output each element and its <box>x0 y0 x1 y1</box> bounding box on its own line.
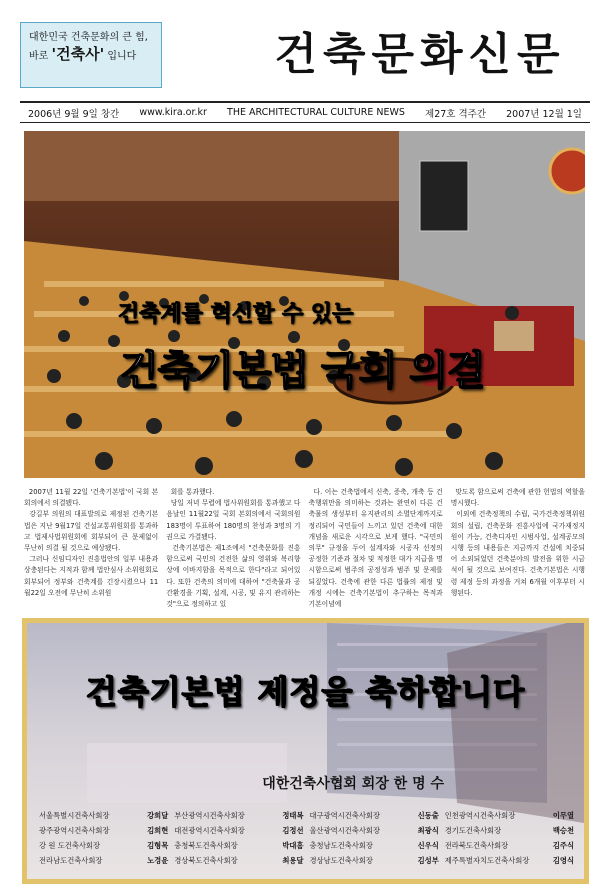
article-paragraph: 회를 통과했다. <box>166 488 215 496</box>
member-name: 강희달 <box>147 811 169 820</box>
article-paragraph: 강길부 의원의 대표발의로 제정된 건축기본법은 지난 9월17일 건설교통위원회를 통과하고 법제사법위원회에 회부되어 큰 문제없이 무난히 의결 될 것으로 예상됐다. <box>24 510 159 553</box>
member-org: 제주특별자치도건축사회장 <box>444 856 530 865</box>
article-paragraph: 건축기본법은 제1조에서 "건축문화를 진흥함으로써 국민의 건전한 삶의 영위와 복리향상에 이바지함을 목적으로 한다"라고 되어있다. 또한 건축의 의미에 대하여 "건축물과 공간환경을 기획, 설계, 시공, 및 유지 관리하는 것"으로 정의하고 있 <box>166 544 301 609</box>
ad-member-entry <box>310 854 439 867</box>
slogan-line1: 대한민국 건축문화의 큰 힘, <box>29 32 148 43</box>
newspaper-masthead: 건축문화신문 <box>274 29 566 80</box>
ad-member-list <box>39 809 574 867</box>
slogan-pre: 바로 <box>29 51 49 62</box>
ad-member-entry <box>39 824 168 837</box>
member-name: 김주식 <box>552 841 574 850</box>
member-org: 경기도건축사회장 <box>444 826 502 835</box>
slogan-box <box>20 22 162 88</box>
member-org: 부산광역시건축사회장 <box>174 811 245 820</box>
member-org: 충청남도건축사회장 <box>309 841 373 850</box>
ad-member-entry <box>445 839 574 852</box>
member-org: 경상북도건축사회장 <box>174 856 238 865</box>
member-name: 김희현 <box>147 826 169 835</box>
founded-date: 2006년 9월 9일 창간 <box>28 108 120 120</box>
ad-member-entry <box>445 854 574 867</box>
english-name: THE ARCHITECTURAL CULTURE NEWS <box>227 107 405 118</box>
member-name: 노경윤 <box>147 856 169 865</box>
article-paragraph: 당일 저녁 무렵에 법사위원회를 통과했고 다음날인 11월22일 국회 본회의에서 국회의원 183명이 투표하여 180명의 찬성과 3명의 기권으로 가결됐다. <box>166 499 301 541</box>
congratulation-ad <box>22 618 589 884</box>
ad-member-entry <box>445 824 574 837</box>
ad-member-entry <box>39 854 168 867</box>
member-name: 최용달 <box>282 856 304 865</box>
member-org: 충청북도건축사회장 <box>174 841 238 850</box>
member-name: 김형목 <box>147 841 169 850</box>
article-paragraph: 맞도록 함으로써 건축에 관한 헌법의 역할을 명시했다. <box>450 488 585 508</box>
member-name: 백승천 <box>552 826 574 835</box>
article-column-3 <box>309 487 443 607</box>
ad-member-entry <box>445 809 574 822</box>
member-name: 김정선 <box>282 826 304 835</box>
member-name: 김영식 <box>552 856 574 865</box>
ad-signature: 대한건축사협회 회장 한 명 수 <box>262 776 444 792</box>
member-name: 신동출 <box>417 811 439 820</box>
article-paragraph: 다. 이는 건축법에서 신축, 증축, 개축 등 건축행위만을 의미하는 것과는 완연히 다른 건축물의 생성부터 유지관리의 소멸단계까지로 정리되어 국민들이 느끼고 있던 건축에 대한 개념을 새로운 시각으로 보게 했다. "국민의 의무" 규정을 두어 설계자와 시공자 선정의 공정한 기준과 절차 및 적정한 대가 지급을 명시함으로써 범주의 공정성과 범주 및 문제를 되짚었다. 건축에 관한 다른 법률의 제정 및 개정 시에는 건축기본법이 추구하는 목적과 기본이념에 <box>308 488 443 609</box>
member-org: 광주광역시건축사회장 <box>39 826 110 835</box>
ad-member-entry <box>310 839 439 852</box>
member-name: 정태복 <box>282 811 304 820</box>
member-org: 경상남도건축사회장 <box>309 856 373 865</box>
member-org: 강 원 도건축사회장 <box>39 841 101 850</box>
member-name: 신우식 <box>417 841 439 850</box>
ad-member-entry <box>310 824 439 837</box>
ad-member-entry <box>39 839 168 852</box>
slogan-post: 입니다 <box>107 51 137 62</box>
member-name: 김성부 <box>417 856 439 865</box>
member-org: 대구광역시건축사회장 <box>309 811 380 820</box>
issue-info-bar <box>20 101 590 123</box>
ad-member-entry <box>174 854 303 867</box>
article-paragraph: 2007년 11월 22일 '건축기본법'이 국회 본회의에서 의결됐다. <box>24 488 159 508</box>
ad-member-entry <box>174 839 303 852</box>
photo-headline: 건축기본법 국회 의결 <box>120 348 485 394</box>
ad-member-entry <box>39 809 168 822</box>
article-paragraph: 이외에 건축정책의 수립, 국가건축정책위원회의 설립, 건축문화 진흥사업에 국가재정지원이 가능, 건축디자인 시범사업, 설계공모의 시행 등의 내용들은 지금까지 건설에 치중되어 소외되었던 건축분야의 발전을 위한 시금석이 될 것으로 보여진다. 건축기본법은 시행령 제정 등의 과정을 거쳐 6개월 이후부터 시행된다. <box>450 510 585 597</box>
ad-member-entry <box>174 809 303 822</box>
ad-headline: 건축기본법 제정을 축하합니다 <box>85 673 526 711</box>
issue-number: 제27호 격주간 <box>425 108 487 120</box>
article-column-4 <box>451 487 585 607</box>
member-name: 최광식 <box>417 826 439 835</box>
member-org: 울산광역시건축사회장 <box>309 826 380 835</box>
member-org: 대전광역시건축사회장 <box>174 826 245 835</box>
member-org: 전라남도건축사회장 <box>39 856 103 865</box>
ad-member-entry <box>174 824 303 837</box>
member-org: 인천광역시건축사회장 <box>444 811 516 820</box>
issue-date: 2007년 12월 1일 <box>506 108 582 120</box>
member-org: 전라북도건축사회장 <box>444 841 509 850</box>
assembly-photo <box>24 131 585 478</box>
article-column-2 <box>166 487 300 607</box>
website-link[interactable]: www.kira.or.kr <box>139 107 207 118</box>
ad-member-entry <box>310 809 439 822</box>
member-org: 서울특별시건축사회장 <box>39 811 110 820</box>
photo-subtitle: 건축계를 혁신할 수 있는 <box>118 302 354 327</box>
article-column-1 <box>24 487 158 607</box>
member-name: 박대흠 <box>282 841 304 850</box>
article-body <box>24 487 585 607</box>
member-name: 이무열 <box>552 811 574 820</box>
slogan-line2 <box>29 46 153 65</box>
article-paragraph: 그러나 신임디자인 진흥법안의 일부 내용과 상충된다는 지적과 함께 법안심사 소위원회로 회부되어 정부와 건축계를 긴장시켰으나 11월22일 오전에 무난히 소위원 <box>24 555 159 597</box>
slogan-highlight: '건축사' <box>51 45 105 63</box>
